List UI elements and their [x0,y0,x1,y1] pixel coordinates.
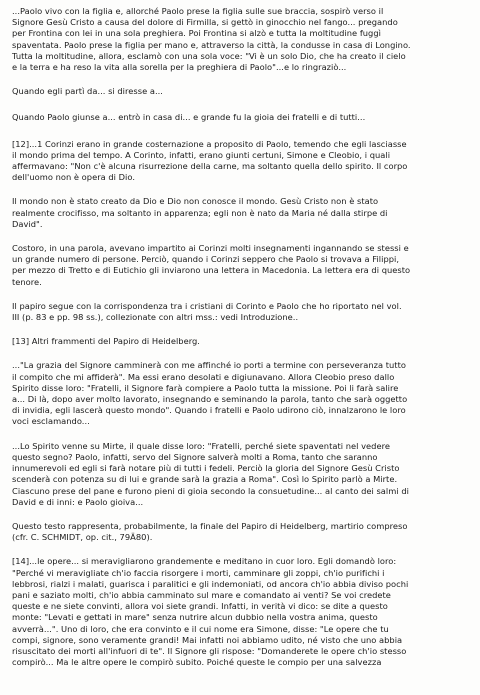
paragraph-cleobio: ..."La grazia del Signore camminerà con me affinché io porti a termine con perseveranza tutto il compito che mi affiderà". Ma essi erano desolati e digiunavano. Allora Cleobio preso dallo Spirito disse loro: "Fratelli, il Signore farà compiere a Paolo tutta la missione. Poi li farà salire a... Di là, dopo aver molto lavorato, insegnando e seminando la parola, tanto che sarà oggetto di invidia, egli lascerà questo mondo". Quando i fratelli e Paolo udirono ciò, innalzarono le loro voci esclamando... [12,360,408,427]
paragraph-corinthians-letter: Costoro, in una parola, avevano impartito ai Corinzi molti insegnamenti ingannando se stessi e un grande numero di persone. Perciò, quando i Corinzi seppero che Paolo si trovava a Filippi, per mezzo di Tretto e di Eutichio gli inviarono una lettera in Macedonia. La lettera era di questo tenore. [12,243,411,287]
paragraph-paolo-frontina: ...Paolo vivo con la figlia e, allorché Paolo prese la figlia sulle sue braccia, sospirò verso il Signore Gesù Cristo a causa del dolore di Firmilla, si gettò in ginocchio nel fango... pregando per Frontina con lei in una sola preghiera. Poi Frontina si alzò e tutta la moltitudine fuggì spaventata. Paolo prese la figlia per mano e, attraverso la città, la condusse in casa di Longino. Tutta la moltitudine, allora, esclamò con una sola voce: "Vi è un solo Dio, che ha creato il cielo e la terra e ha reso la vita alla sorella per la preghiera di Paolo"...e lo ringraziò... [12,6,411,73]
section-13-heading: [13] Altri frammenti del Papiro di Heidelberg. [12,336,200,347]
paragraph-world-creation: Il mondo non è stato creato da Dio e Dio non conosce il mondo. Gesù Cristo non è stato realmente crocifisso, ma soltanto in apparenza; egli non è nato da Maria né dalla stirpe di David". [12,196,388,229]
section-12-paragraph: [12]...1 Corinzi erano in grande costernazione a proposito di Paolo, temendo che egli lasciasse il mondo prima del tempo. A Corinto, infatti, erano giunti certuni, Simone e Cleobio, i quali affermavano: "Non c'è alcuna risurrezione della carne, ma soltanto quella dello spirito. Il corpo dell'uomo non è opera di Dio. [12,138,408,183]
paragraph-departure: Quando egli partì da... si diresse a... [12,86,163,97]
paragraph-papyrus-note: Il papiro segue con la corrispondenza tra i cristiani di Corinto e Paolo che ho riportato nel vol. III (p. 83 e pp. 98 ss.), collezionate con altri mss.: vedi Introduzione.. [12,300,402,323]
section-14-paragraph: [14]...le opere... si meravigliarono grandemente e meditano in cuor loro. Egli domandò loro: "Perché vi meravigliate ch'io faccia risorgere i morti, camminare gli zoppi, ch'io purifichi i lebbrosi, rialzi i malati, guarisca i paralitici e gli indemoniati, od ancora ch'io abbia diviso pochi pani e saziato molti, ch'io abbia camminato sul mare e comandato ai venti? Se voi credete queste e ne siete convinti, allora voi siete grandi. Infatti, in verità vi dico: se dite a questo monte: "Levati e gettati in mare" senza nutrire alcun dubbio nella vostra anima, questo avverrà...". Uno di loro, che era convinto e il cui nome era Simone, disse: "Le opere che tu compi, signore, sono veramente grandi! Mai infatti noi abbiamo udito, né visto che uno abbia risuscitato dei morti all'infuori di te". Il Signore gli rispose: "Domanderete le opere ch'io stesso compirò... Ma le altre opere le compirò subito. Poiché queste le compio per una salvezza [12,556,409,668]
paragraph-arrival: Quando Paolo giunse a... entrò in casa di... e grande fu la gioia dei fratelli e di tutti... [12,112,366,123]
paragraph-mirte: ...Lo Spirito venne su Mirte, il quale disse loro: "Fratelli, perché siete spaventati nel vedere questo segno? Paolo, infatti, servo del Signore salverà molti a Roma, tanto che saranno innumerevoli ed egli si farà notare più di tutti i fedeli. Perciò la gloria del Signore Gesù Cristo scenderà con potenza su di lui e grande sarà la grazia a Roma". Così lo Spirito parlò a Mirte. Ciascuno prese del pane e furono pieni di gioia secondo la consuetudine... al canto dei salmi di David e di inni: e Paolo gioiva... [12,440,409,507]
paragraph-heidelberg-note: Questo testo rappresenta, probabilmente, la finale del Papiro di Heidelberg, martirio compreso (cfr. C. SCHMIDT, op. cit., 79Ä80). [12,520,408,543]
